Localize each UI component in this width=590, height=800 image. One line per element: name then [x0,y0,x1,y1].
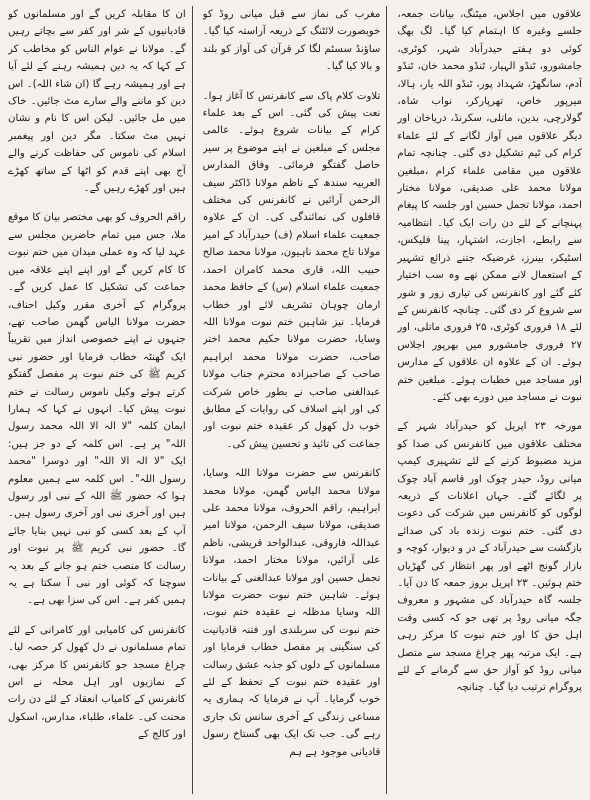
paragraph: کانفرنس کی کامیابی اور کامرانی کے لئے تمام مسلمانوں نے دل کھول کر حصہ لیا۔ چراغ مسجد جو کانفرنس کا مرکز بھی، کے نمازیوں اور اہل محلہ نے اس کانفرنس کے کامیاب انعقاد کے لئے دن رات محنت کی۔ علماء، طلباء، مدارس، اسکول اور کالج کے [8,624,186,741]
paragraph-spacer [203,78,381,88]
paragraph: مغرب کی نماز سے قبل میانی روڈ کو خوبصورت لائٹنگ کے ذریعہ آراستہ کیا گیا۔ ساؤنڈ سسٹم لگا کر قرآن کی آواز کو بلند و بالا کیا گیا۔ [202,9,381,73]
paragraph: مورخہ ۲۳ اپریل کو حیدرآباد شہر کے مختلف علاقوں میں کانفرنس کی صدا کو مزید مضبوط کرنے کے لئے تشہیری کیمپ میانی روڈ، حیدر چوک اور قاسم آباد چوک پر لگائے گئے۔ جہاں اعلانات کے ذریعہ لوگوں کو کانفرنس میں شرکت کی دعوت دی گئی۔ ختم نبوت زندہ باد کی صدائے بازگشت سے حیدرآباد کے در و دیوار، کوچہ و بازار گونج اٹھے اور پھر انتظار کی گھڑیاں ختم ہوئیں۔ ۲۳ اپریل بروز جمعہ کا دن آیا۔ جلسہ گاہ حیدرآباد کی مشہور و معروف جگہ میانی روڈ پر تھی جو کہ کسی وقت اہل حق کا اور ختم نبوت کا مرکز رہی ہے۔ ایک مرتبہ پھر چراغ مسجد سے متصل میانی روڈ کو آواز حق سے گرمانے کے لئے پروگرام ترتیب دیا گیا۔ چنانچہ [397,421,582,694]
paragraph: ان کا مقابلہ کریں گے اور مسلمانوں کو قادیانیوں کے شر اور کفر سے بچاتے رہیں گے۔ مولانا نے عوام الناس کو مخاطب کر کے کہا کہ یہ دین ہمیشہ رہنے کے لئے آیا ہے اور ہمیشہ رہے گا (ان شاء اللہ)۔ اس دین کو ماننے والے سارے مٹ جائیں۔ خاک میں مل جائیں۔ لیکن اس کا نام و نشان نہیں مٹ سکتا۔ مگر دین اور پیغمبر اسلام کی ناموس کی حفاظت کرنے والے آج بھی اپنے قدم کو اٹھا کے ساتھ کھڑے ہیں اور کھڑے رہیں گے۔ [8,9,186,195]
paragraph-spacer [397,408,582,418]
paragraph: تلاوت کلام پاک سے کانفرنس کا آغاز ہوا۔ نعت پیش کی گئی۔ اس کے بعد علماء کرام کے بیانات شروع ہوئے۔ عالمی مجلس کے مبلغین نے اپنے موضوع پر سیر حاصل گفتگو فرمائی۔ وفاق المدارس العربیہ سندھ کے ناظم مولانا ڈاکٹر سیف الرحمن آرائیں نے کانفرنس کی مختلف قافلوں کی نمائندگی کی۔ ان کے علاوہ جمعیت علماء اسلام (ف) حیدرآباد کے امیر مولانا تاج محمد ناہیون، مولانا محمد صالح حبیب اللہ، قاری محمد کامران احمد، جمعیت علماء اسلام (س) کے حافظ محمد ارمان چوہان تشریف لائے اور خطاب فرمایا۔ نیز شاہین ختم نبوت مولانا اللہ وسایا، حضرت مولانا حکیم محمد اختر صاحب، حضرت مولانا محمد ابراہیم صاحب کے صاحبزادہ محترم جناب مولانا عبدالغنی صاحب نے بطور خاص شرکت کی اور اپنے اسلاف کی روایات کے مطابق خوب دل کھول کر عقیدہ ختم نبوت اور جماعت کی تائید و تحسین پیش کی۔ [202,90,381,450]
paragraph: راقم الحروف کو بھی مختصر بیان کا موقع ملا، جس میں تمام حاضرین مجلس سے عہد لیا کہ وہ عملی میدان میں ختم نبوت کا کام کریں گے اور اپنے اپنے علاقہ میں جماعت کی تشکیل کا عمل کریں گے۔ پروگرام کے آخری مقرر وکیل احناف، حضرت مولانا الیاس گھمن صاحب تھے، جنہوں نے اپنے خصوصی انداز میں تقریباً ایک گھنٹہ خطاب فرمایا اور حضور نبی کریم ﷺ کی ختم نبوت پر مفصل گفتگو کرتے ہوئے وکیل ناموس رسالت نے ختم نبوت پیش کیا۔ انہوں نے کہا کہ ہمارا ایمان کلمہ "لا الہ الا اللہ محمد رسول اللہ" پر ہے۔ اس کلمہ کے دو جز ہیں: ایک "لا الہ الا اللہ" اور دوسرا "محمد رسول اللہ"۔ اس کلمہ سے ہمیں معلوم ہوا کہ حضور ﷺ اللہ کے نبی اور رسول ہیں اور آخری نبی اور آخری رسول ہیں۔ آپ کے بعد کسی کو نبی نہیں بنایا جائے گا۔ حضور نبی کریم ﷺ پر نبوت اور رسالت کا منصب ختم ہو جانے کے بعد یہ سوچنا کہ کوئی اور نبی آ سکتا ہے یہ ہمیں کفر ہے۔ اس کی سزا بھی ہے۔ [8,212,186,607]
column-right [397,6,582,794]
paragraph-spacer [8,199,186,209]
paragraph: کانفرنس سے حضرت مولانا اللہ وسایا، مولانا محمد الیاس گھمن، مولانا محمد ابراہیم، راقم الحروف، مولانا محمد علی صدیقی، مولانا سیف الرحمن، مولانا امیر عبداللہ فاروقی، عبدالواحد قریشی، ناظم علی آرائیں، مولانا مختار احمد، مولانا تجمل حسین اور مولانا عبدالغنی کے بیانات ہوئے۔ شاہین ختم نبوت حضرت مولانا اللہ وسایا مدظلہ نے عقیدہ ختم نبوت، ختم نبوت کی سربلندی اور فتنہ قادیانیت کی سنگینی پر مفصل خطاب فرمایا اور مسلمانوں کے دلوں کو جذبہ عشق رسالت اور عقیدہ ختم نبوت کے تحفظ کے لئے خوب گرمایا۔ آپ نے فرمایا کہ ہماری یہ مساعی زندگی کے آخری سانس تک جاری رہے گی۔ جب تک ایک بھی گستاخ رسول قادیانی موجود ہے ہم [202,468,381,758]
column-left [8,6,193,794]
paragraph: علاقوں میں اجلاس، میٹنگ، بیانات جمعہ، جلسے وغیرہ کا اہتمام کیا گیا۔ لگ بھگ کوئی دو ہفتے حیدرآباد شہر، کوٹری، جامشورو، ٹنڈو الہیار، ٹنڈو محمد خان، ٹنڈو آدم، سانگھڑ، شہداد پور، ٹنڈو اللہ یار، ہالا، میرپور خاص، تھرپارکر، نواب شاہ، گولارچی، بدین، ماتلی، سکرنڈ، دریاخان اور دیگر علاقوں میں آواز لگانے کے لئے علماء کرام کی ٹیم تشکیل دی گئی۔ چنانچہ تمام علاقوں میں مقامی علماء کرام ،مبلغین مولانا محمد علی صدیقی، مولانا مختار احمد، مولانا تجمل حسین اور جلسہ کا پیغام پہنچانے کے لئے دن رات ایک کیا۔ انتظامیہ سے رابطے، اجازت، اشتہار، پینا فلیکس، اسٹیکر، بینرز، غرضیکہ جتنے ذرائع تشہیر کے استعمال لانے ممکن تھے وہ سب اختیار کئے گئے اور کانفرنس کی تیاری زور و شور سے شروع کر دی گئی۔ چنانچہ کانفرنس کے لئے ۱۸ فروری کوٹری، ۲۵ فروری ماتلی، اور ۲۷ فروری جامشورو میں بھرپور اجلاس ہوئے۔ ان کے علاوہ ان علاقوں کے مدارس اور مساجد میں خطبات ہوئے۔ مبلغین ختم نبوت نے مساجد میں دورے بھی کئے۔ [397,9,582,403]
paragraph-spacer [8,612,186,622]
paragraph-spacer [203,455,381,465]
column-middle [203,6,388,794]
